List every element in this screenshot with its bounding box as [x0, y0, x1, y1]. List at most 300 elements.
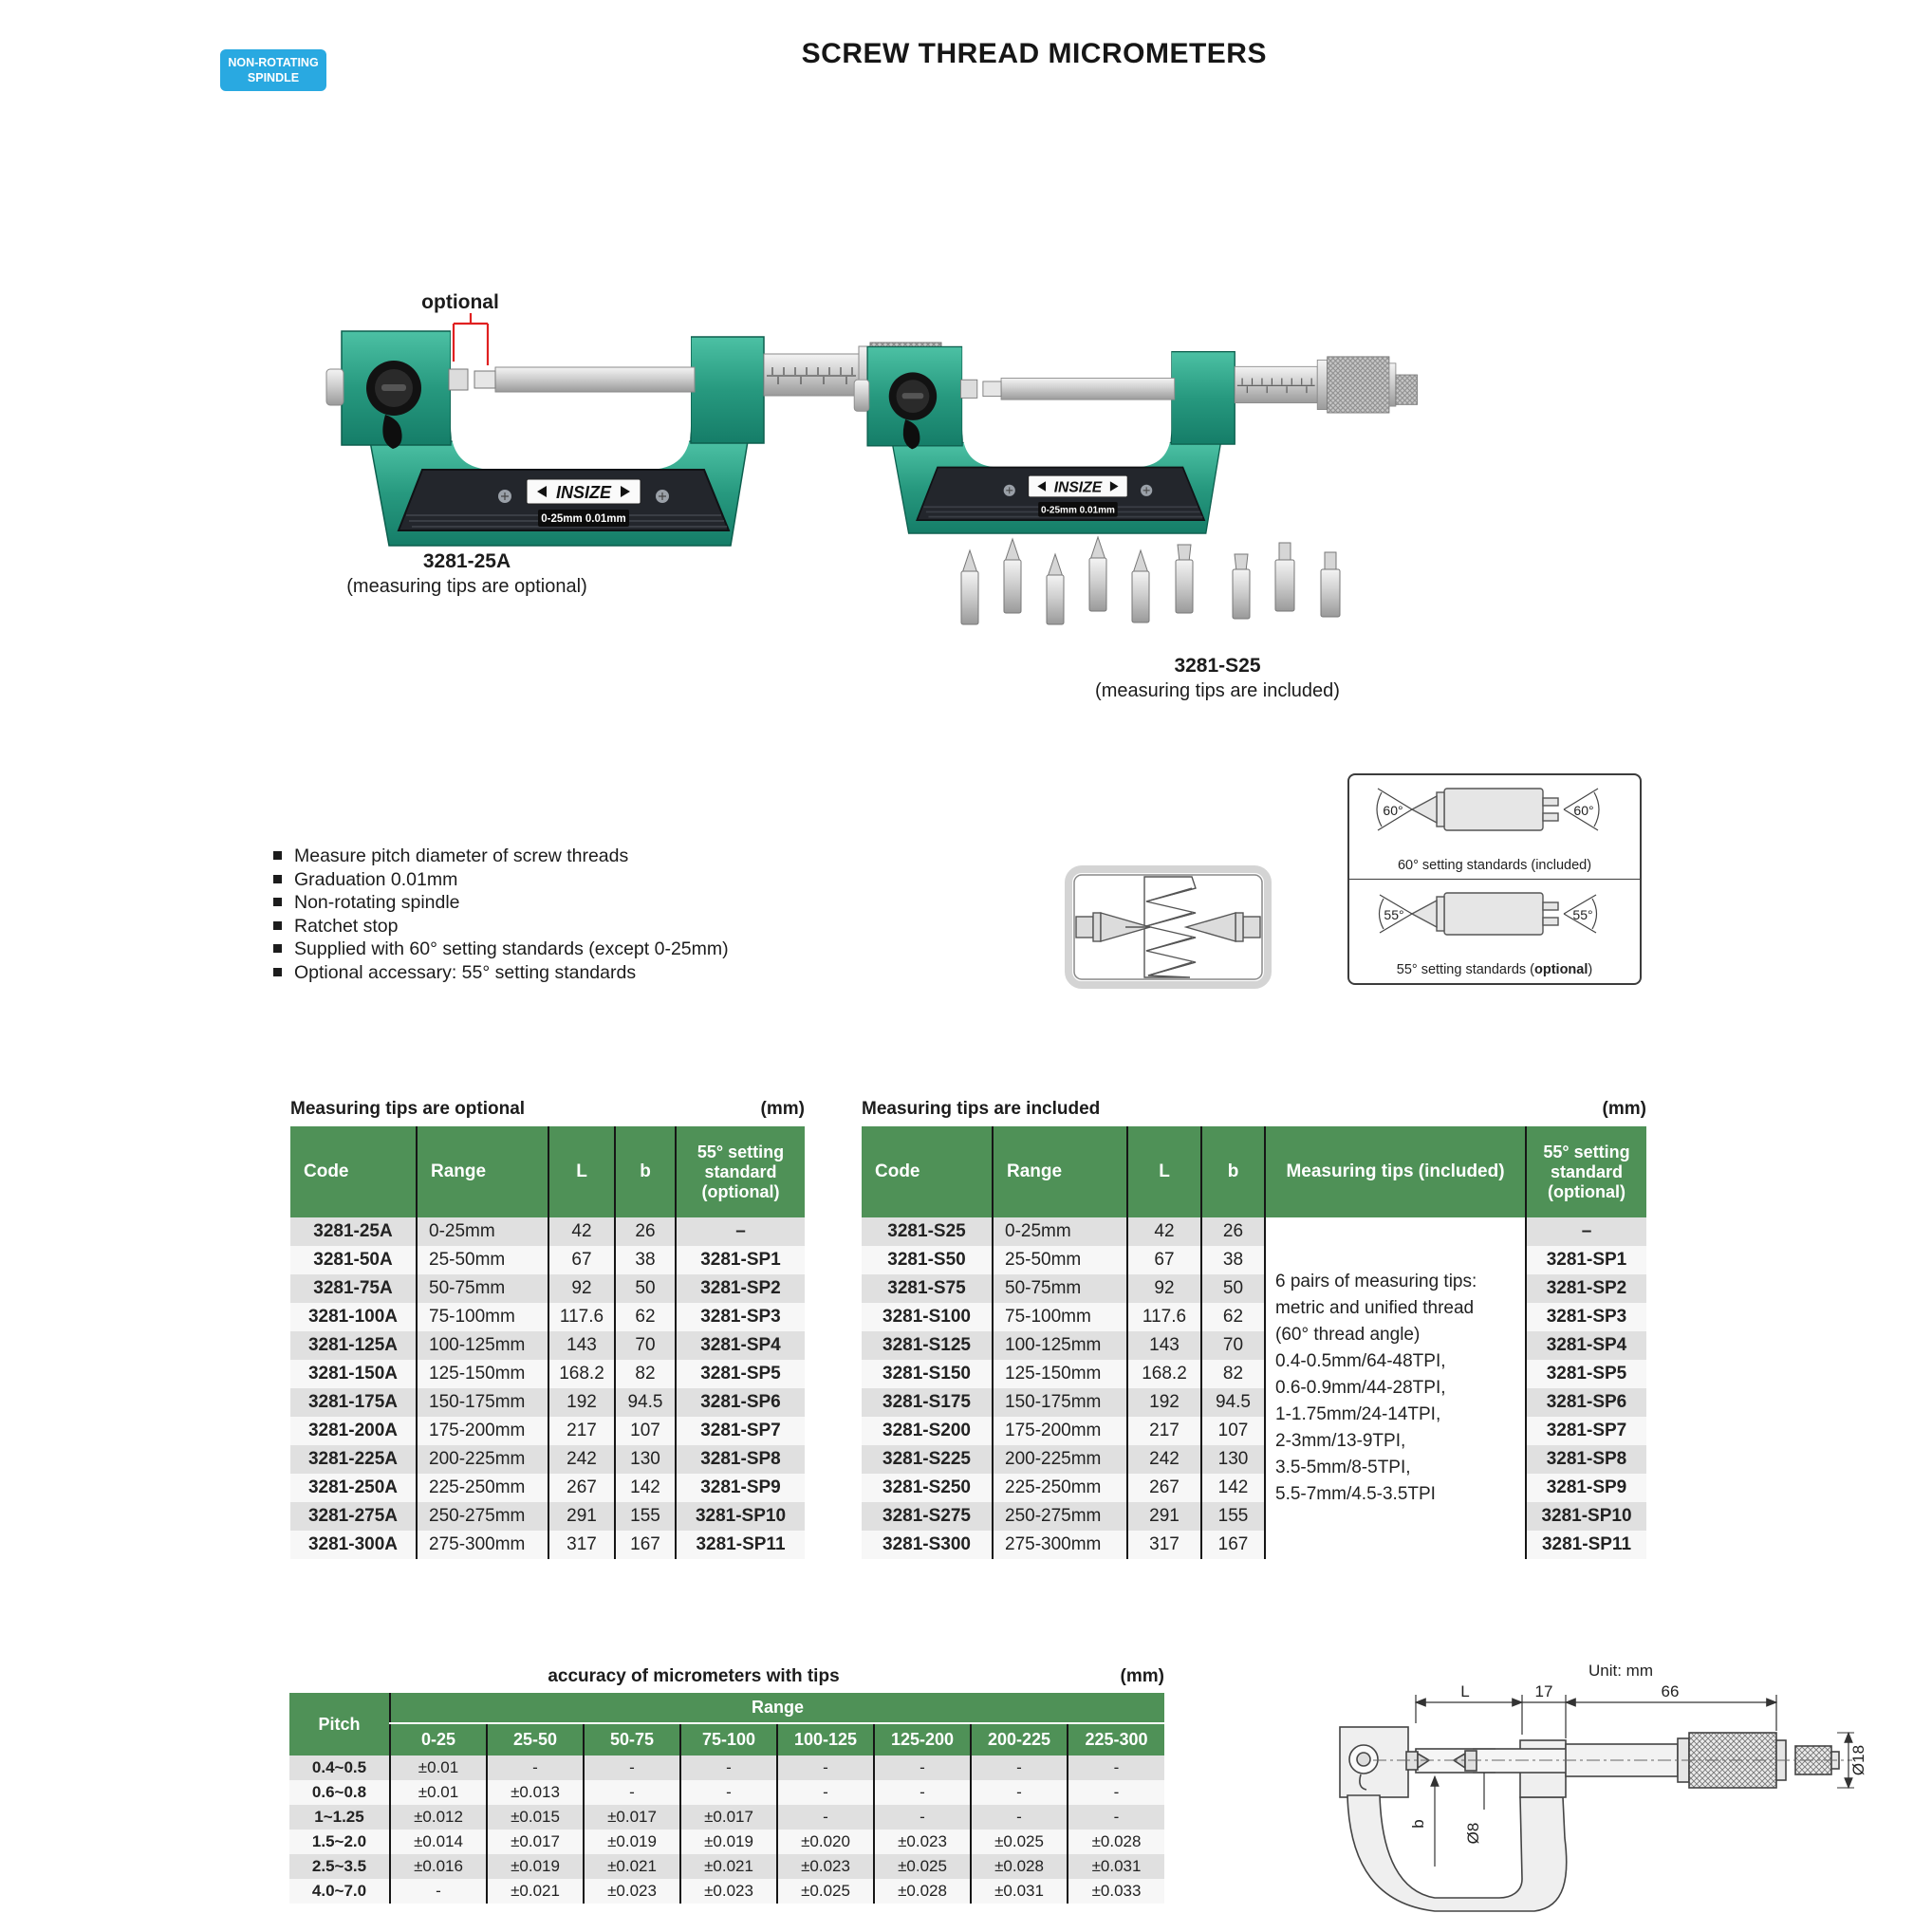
cell-range: 25-50mm: [417, 1246, 548, 1274]
col-header-code: Code: [862, 1126, 993, 1217]
measuring-tips-set: [961, 537, 1340, 624]
cell-accuracy-value: -: [777, 1756, 874, 1780]
cell-accuracy-value: ±0.019: [487, 1854, 584, 1879]
cell-range: 100-125mm: [993, 1331, 1127, 1360]
spec-plate-label: 0-25mm 0.01mm: [1041, 505, 1115, 516]
right-product-code: 3281-S25: [1174, 655, 1261, 677]
cell-code: 3281-S50: [862, 1246, 993, 1274]
feature-item: [273, 845, 881, 868]
cell-code: 3281-S300: [862, 1531, 993, 1559]
cell-b: 26: [615, 1217, 676, 1246]
cell-code: 3281-175A: [290, 1388, 417, 1417]
col-header-range: Range: [417, 1126, 548, 1217]
cell-L: 242: [1127, 1445, 1201, 1474]
cell-b: 50: [615, 1274, 676, 1303]
cell-b: 155: [615, 1502, 676, 1531]
cell-L: 317: [1127, 1531, 1201, 1559]
cell-L: 168.2: [548, 1360, 615, 1388]
pitch-header: Pitch: [289, 1693, 390, 1756]
standard-60-drawing: [1349, 775, 1640, 851]
cell-accuracy-value: ±0.01: [390, 1756, 487, 1780]
cell-accuracy-value: ±0.021: [487, 1879, 584, 1904]
cell-range: 150-175mm: [993, 1388, 1127, 1417]
bullet-square-icon: [273, 851, 282, 860]
cell-accuracy-value: ±0.025: [971, 1830, 1068, 1854]
table-row: [290, 1217, 805, 1246]
cell-range: 125-150mm: [993, 1360, 1127, 1388]
spec-plate-label: 0-25mm 0.01mm: [541, 513, 626, 525]
cell-pitch: 0.6~0.8: [289, 1780, 390, 1805]
cell-accuracy-value: ±0.01: [390, 1780, 487, 1805]
range-col-header: 225-300: [1068, 1723, 1164, 1756]
cell-L: 242: [548, 1445, 615, 1474]
cell-range: 275-300mm: [417, 1531, 548, 1559]
label-suffix: ): [1588, 962, 1593, 977]
cell-accuracy-value: -: [777, 1805, 874, 1830]
cell-pitch: 0.4~0.5: [289, 1756, 390, 1780]
cell-code: 3281-275A: [290, 1502, 417, 1531]
col-header-code: Code: [290, 1126, 417, 1217]
col-header-b: b: [615, 1126, 676, 1217]
cell-L: 117.6: [548, 1303, 615, 1331]
feature-item: [273, 961, 881, 985]
cell-setting-standard: 3281-SP6: [1526, 1388, 1646, 1417]
dim-dia18: Ø18: [1849, 1744, 1867, 1776]
cell-accuracy-value: -: [874, 1780, 971, 1805]
cell-b: 62: [615, 1303, 676, 1331]
table-optional-title: Measuring tips are optional: [290, 1099, 526, 1119]
cell-b: 94.5: [615, 1388, 676, 1417]
table-row: [862, 1246, 1646, 1274]
cell-accuracy-value: ±0.028: [971, 1854, 1068, 1879]
table-row: [862, 1388, 1646, 1417]
feature-item: [273, 938, 881, 961]
cell-accuracy-value: ±0.031: [971, 1879, 1068, 1904]
cell-b: 26: [1201, 1217, 1265, 1246]
cell-L: 168.2: [1127, 1360, 1201, 1388]
cell-setting-standard: 3281-SP9: [1526, 1474, 1646, 1502]
cell-setting-standard: 3281-SP3: [1526, 1303, 1646, 1331]
table-row: [862, 1417, 1646, 1445]
col-header-55: 55° setting standard (optional): [1526, 1126, 1646, 1217]
standards-60-label: 60° setting standards (included): [1397, 858, 1592, 873]
setting-standards-box: [1347, 773, 1642, 985]
cell-setting-standard: 3281-SP6: [676, 1388, 805, 1417]
page-title: SCREW THREAD MICROMETERS: [801, 38, 1267, 69]
dim-17: 17: [1534, 1682, 1553, 1700]
table-row: [290, 1502, 805, 1531]
standards-55-label: [1349, 962, 1640, 977]
cell-code: 3281-125A: [290, 1331, 417, 1360]
col-header-l: L: [1127, 1126, 1201, 1217]
cell-L: 42: [548, 1217, 615, 1246]
base-plate: [399, 470, 729, 530]
cell-setting-standard: 3281-SP3: [676, 1303, 805, 1331]
cell-accuracy-value: ±0.019: [584, 1830, 680, 1854]
table-row: [862, 1274, 1646, 1303]
cell-measuring-tips-description: [1265, 1217, 1526, 1559]
cell-accuracy-value: -: [390, 1879, 487, 1904]
cell-b: 142: [1201, 1474, 1265, 1502]
cell-accuracy-value: ±0.016: [390, 1854, 487, 1879]
cell-b: 167: [1201, 1531, 1265, 1559]
cell-code: 3281-25A: [290, 1217, 417, 1246]
cell-accuracy-value: ±0.014: [390, 1830, 487, 1854]
cell-L: 92: [1127, 1274, 1201, 1303]
cell-L: 192: [548, 1388, 615, 1417]
cell-accuracy-value: ±0.025: [777, 1879, 874, 1904]
standards-55: [1349, 880, 1640, 983]
table-optional: [290, 1126, 805, 1559]
cell-setting-standard: 3281-SP4: [676, 1331, 805, 1360]
cell-accuracy-value: ±0.023: [777, 1854, 874, 1879]
cell-b: 107: [1201, 1417, 1265, 1445]
cell-L: 291: [1127, 1502, 1201, 1531]
cell-accuracy-value: ±0.023: [680, 1879, 777, 1904]
accuracy-row: [289, 1780, 1164, 1805]
cell-pitch: 1.5~2.0: [289, 1830, 390, 1854]
dimension-drawing: [1321, 1653, 1928, 1928]
cell-code: 3281-100A: [290, 1303, 417, 1331]
cell-accuracy-value: -: [487, 1756, 584, 1780]
cell-code: 3281-S225: [862, 1445, 993, 1474]
cell-code: 3281-S175: [862, 1388, 993, 1417]
cell-accuracy-value: -: [874, 1756, 971, 1780]
cell-range: 50-75mm: [417, 1274, 548, 1303]
col-header-b: b: [1201, 1126, 1265, 1217]
cell-range: 175-200mm: [417, 1417, 548, 1445]
accuracy-row: [289, 1879, 1164, 1904]
cell-b: 38: [1201, 1246, 1265, 1274]
cell-setting-standard: 3281-SP11: [676, 1531, 805, 1559]
brand-plate-label: INSIZE: [1053, 479, 1103, 496]
range-col-header: 75-100: [680, 1723, 777, 1756]
cell-accuracy-value: ±0.017: [584, 1805, 680, 1830]
col-header-l: L: [548, 1126, 615, 1217]
range-col-header: 50-75: [584, 1723, 680, 1756]
cell-pitch: 2.5~3.5: [289, 1854, 390, 1879]
cell-accuracy-value: -: [971, 1756, 1068, 1780]
table-row: [290, 1445, 805, 1474]
table-included-title: Measuring tips are included: [862, 1099, 1101, 1119]
range-col-header: 25-50: [487, 1723, 584, 1756]
cell-accuracy-value: -: [874, 1805, 971, 1830]
cell-b: 155: [1201, 1502, 1265, 1531]
table-row: [290, 1303, 805, 1331]
table-row: [862, 1531, 1646, 1559]
accuracy-unit: (mm): [1120, 1666, 1164, 1686]
feature-text: Ratchet stop: [294, 915, 399, 937]
table-row: [290, 1360, 805, 1388]
cell-accuracy-value: ±0.019: [680, 1830, 777, 1854]
feature-text: Non-rotating spindle: [294, 892, 460, 914]
feature-text: Graduation 0.01mm: [294, 868, 458, 890]
cell-L: 291: [548, 1502, 615, 1531]
cell-code: 3281-S100: [862, 1303, 993, 1331]
cell-b: 167: [615, 1531, 676, 1559]
cell-accuracy-value: ±0.015: [487, 1805, 584, 1830]
cell-accuracy-value: ±0.023: [584, 1879, 680, 1904]
cell-code: 3281-S75: [862, 1274, 993, 1303]
cell-b: 70: [615, 1331, 676, 1360]
cell-L: 143: [1127, 1331, 1201, 1360]
cell-code: 3281-S275: [862, 1502, 993, 1531]
cell-accuracy-value: -: [680, 1756, 777, 1780]
cell-accuracy-value: ±0.033: [1068, 1879, 1164, 1904]
cell-accuracy-value: ±0.017: [487, 1830, 584, 1854]
table-optional-unit: (mm): [760, 1099, 805, 1119]
bullet-square-icon: [273, 968, 282, 976]
cell-b: 130: [1201, 1445, 1265, 1474]
cell-pitch: 4.0~7.0: [289, 1879, 390, 1904]
thread-measurement-diagram: [1065, 865, 1272, 989]
cell-range: 75-100mm: [993, 1303, 1127, 1331]
cell-accuracy-value: -: [971, 1780, 1068, 1805]
badge-line1: NON-ROTATING: [228, 55, 319, 69]
cell-range: 50-75mm: [993, 1274, 1127, 1303]
table-row: [862, 1331, 1646, 1360]
angle-label-left: 60°: [1383, 803, 1403, 818]
cell-setting-standard: 3281-SP1: [676, 1246, 805, 1274]
cell-accuracy-value: ±0.031: [1068, 1854, 1164, 1879]
cell-b: 82: [1201, 1360, 1265, 1388]
cell-accuracy-value: -: [777, 1780, 874, 1805]
cell-accuracy-value: -: [584, 1756, 680, 1780]
range-col-header: 0-25: [390, 1723, 487, 1756]
range-col-header: 200-225: [971, 1723, 1068, 1756]
right-product-note: (measuring tips are included): [1095, 680, 1340, 701]
cell-accuracy-value: ±0.025: [874, 1854, 971, 1879]
cell-range: 100-125mm: [417, 1331, 548, 1360]
cell-L: 42: [1127, 1217, 1201, 1246]
table-row: [290, 1388, 805, 1417]
cell-L: 67: [1127, 1246, 1201, 1274]
range-col-header: 100-125: [777, 1723, 874, 1756]
bullet-square-icon: [273, 875, 282, 883]
table-row: [862, 1445, 1646, 1474]
accuracy-row: [289, 1805, 1164, 1830]
label-bold: optional: [1534, 962, 1588, 977]
cell-accuracy-value: -: [584, 1780, 680, 1805]
cell-L: 217: [1127, 1417, 1201, 1445]
cell-accuracy-value: ±0.023: [874, 1830, 971, 1854]
cell-setting-standard: 3281-SP10: [676, 1502, 805, 1531]
cell-accuracy-value: -: [680, 1780, 777, 1805]
cell-accuracy-value: -: [971, 1805, 1068, 1830]
col-header-55: 55° setting standard (optional): [676, 1126, 805, 1217]
cell-L: 67: [548, 1246, 615, 1274]
cell-code: 3281-225A: [290, 1445, 417, 1474]
cell-code: 3281-75A: [290, 1274, 417, 1303]
cell-code: 3281-S200: [862, 1417, 993, 1445]
table-row: [290, 1274, 805, 1303]
cell-range: 175-200mm: [993, 1417, 1127, 1445]
cell-setting-standard: –: [676, 1217, 805, 1246]
cell-L: 267: [1127, 1474, 1201, 1502]
standards-60: [1349, 775, 1640, 880]
cell-setting-standard: 3281-SP1: [1526, 1246, 1646, 1274]
dim-66: 66: [1661, 1682, 1680, 1700]
cell-setting-standard: 3281-SP7: [676, 1417, 805, 1445]
feature-text: Supplied with 60° setting standards (except 0-25mm): [294, 938, 729, 960]
accuracy-row: [289, 1854, 1164, 1879]
cell-accuracy-value: ±0.017: [680, 1805, 777, 1830]
cell-accuracy-value: ±0.012: [390, 1805, 487, 1830]
feature-text: Measure pitch diameter of screw threads: [294, 845, 629, 866]
cell-range: 250-275mm: [993, 1502, 1127, 1531]
accuracy-title: accuracy of micrometers with tips: [548, 1666, 840, 1686]
cell-pitch: 1~1.25: [289, 1805, 390, 1830]
cell-L: 217: [548, 1417, 615, 1445]
cell-b: 130: [615, 1445, 676, 1474]
brand-plate-label: INSIZE: [555, 483, 612, 502]
angle-label-left: 55°: [1384, 907, 1404, 922]
left-product-caption: [277, 550, 657, 598]
cell-range: 125-150mm: [417, 1360, 548, 1388]
cell-code: 3281-S150: [862, 1360, 993, 1388]
cell-code: 3281-250A: [290, 1474, 417, 1502]
cell-L: 192: [1127, 1388, 1201, 1417]
cell-code: 3281-300A: [290, 1531, 417, 1559]
cell-L: 317: [548, 1531, 615, 1559]
micrometer-3281-S25-illustration: [835, 323, 1480, 636]
table-included-section: [862, 1099, 1646, 1559]
cell-setting-standard: 3281-SP9: [676, 1474, 805, 1502]
cell-range: 225-250mm: [993, 1474, 1127, 1502]
cell-accuracy-value: ±0.021: [680, 1854, 777, 1879]
cell-range: 275-300mm: [993, 1531, 1127, 1559]
right-product-caption: [1028, 655, 1407, 702]
cell-range: 250-275mm: [417, 1502, 548, 1531]
cell-accuracy-value: -: [1068, 1780, 1164, 1805]
dimension-lines: [1416, 1695, 1776, 1738]
cell-b: 50: [1201, 1274, 1265, 1303]
cell-setting-standard: 3281-SP2: [1526, 1274, 1646, 1303]
table-optional-section: [290, 1099, 805, 1559]
range-header: Range: [390, 1693, 1164, 1723]
cell-setting-standard: –: [1526, 1217, 1646, 1246]
bullet-square-icon: [273, 898, 282, 906]
cell-accuracy-value: ±0.020: [777, 1830, 874, 1854]
angle-label-right: 55°: [1572, 907, 1593, 922]
accuracy-section: [289, 1666, 1164, 1904]
badge-line2: SPINDLE: [247, 71, 300, 84]
cell-range: 225-250mm: [417, 1474, 548, 1502]
cell-setting-standard: 3281-SP8: [676, 1445, 805, 1474]
unit-label: Unit: mm: [1588, 1662, 1653, 1680]
cell-L: 92: [548, 1274, 615, 1303]
dim-b: b: [1409, 1819, 1427, 1829]
table-row: [862, 1303, 1646, 1331]
table-row: [862, 1474, 1646, 1502]
cell-b: 62: [1201, 1303, 1265, 1331]
cell-range: 200-225mm: [417, 1445, 548, 1474]
cell-range: 0-25mm: [417, 1217, 548, 1246]
angle-label-right: 60°: [1573, 803, 1594, 818]
accuracy-row: [289, 1756, 1164, 1780]
cell-setting-standard: 3281-SP5: [676, 1360, 805, 1388]
range-col-header: 125-200: [874, 1723, 971, 1756]
cell-accuracy-value: ±0.013: [487, 1780, 584, 1805]
cell-range: 25-50mm: [993, 1246, 1127, 1274]
label-prefix: 55° setting standards (: [1396, 962, 1534, 977]
feature-item: [273, 891, 881, 915]
feature-item: [273, 868, 881, 892]
cell-b: 142: [615, 1474, 676, 1502]
table-included-unit: (mm): [1602, 1099, 1646, 1119]
cell-setting-standard: 3281-SP7: [1526, 1417, 1646, 1445]
table-row: [290, 1246, 805, 1274]
micrometer-body: [854, 337, 1417, 533]
feature-text: Optional accessary: 55° setting standards: [294, 961, 637, 983]
cell-setting-standard: 3281-SP8: [1526, 1445, 1646, 1474]
cell-accuracy-value: -: [1068, 1805, 1164, 1830]
cell-accuracy-value: -: [1068, 1756, 1164, 1780]
cell-code: 3281-50A: [290, 1246, 417, 1274]
measuring-tips-and-spindle: [449, 367, 695, 392]
table-row: [290, 1331, 805, 1360]
cell-L: 143: [548, 1331, 615, 1360]
cell-b: 94.5: [1201, 1388, 1265, 1417]
cell-code: 3281-S25: [862, 1217, 993, 1246]
cell-setting-standard: 3281-SP2: [676, 1274, 805, 1303]
cell-accuracy-value: ±0.028: [1068, 1830, 1164, 1854]
bullet-square-icon: [273, 944, 282, 953]
table-row: [862, 1217, 1646, 1246]
accuracy-row: [289, 1830, 1164, 1854]
cell-setting-standard: 3281-SP10: [1526, 1502, 1646, 1531]
standard-55-drawing: [1349, 880, 1640, 956]
dim-L: L: [1460, 1682, 1470, 1700]
table-included: [862, 1126, 1646, 1559]
tips-description-text: 6 pairs of measuring tips: metric and unified thread (60° thread angle) 0.4-0.5mm/64-48TPI, 0.6-0.9mm/44-28TPI, 1-1.75mm/24-14TPI, 2-3mm/13-9TPI, 3.5-5mm/8-5TPI, 5.5-7mm/4.5-3.5TPI: [1275, 1272, 1477, 1504]
table-row: [862, 1360, 1646, 1388]
cell-range: 0-25mm: [993, 1217, 1127, 1246]
col-header-range: Range: [993, 1126, 1127, 1217]
cell-code: 3281-S125: [862, 1331, 993, 1360]
cell-accuracy-value: ±0.028: [874, 1879, 971, 1904]
feature-list: [273, 845, 881, 985]
table-row: [290, 1474, 805, 1502]
optional-label: optional: [421, 291, 499, 313]
cell-b: 107: [615, 1417, 676, 1445]
cell-setting-standard: 3281-SP4: [1526, 1331, 1646, 1360]
left-product-note: (measuring tips are optional): [346, 576, 587, 597]
outline: [1340, 1727, 1839, 1911]
non-rotating-spindle-badge: [220, 49, 326, 91]
table-row: [290, 1417, 805, 1445]
cell-accuracy-value: ±0.021: [584, 1854, 680, 1879]
cell-b: 70: [1201, 1331, 1265, 1360]
dim-dia8: Ø8: [1464, 1822, 1482, 1845]
col-header-tips: Measuring tips (included): [1265, 1126, 1526, 1217]
table-row: [290, 1531, 805, 1559]
cell-code: 3281-150A: [290, 1360, 417, 1388]
feature-item: [273, 915, 881, 938]
accuracy-table: [289, 1693, 1164, 1904]
cell-code: 3281-S250: [862, 1474, 993, 1502]
bullet-square-icon: [273, 921, 282, 930]
cell-b: 38: [615, 1246, 676, 1274]
cell-b: 82: [615, 1360, 676, 1388]
cell-setting-standard: 3281-SP11: [1526, 1531, 1646, 1559]
cell-L: 117.6: [1127, 1303, 1201, 1331]
left-product-code: 3281-25A: [422, 550, 511, 572]
cell-L: 267: [548, 1474, 615, 1502]
cell-range: 150-175mm: [417, 1388, 548, 1417]
cell-code: 3281-200A: [290, 1417, 417, 1445]
table-row: [862, 1502, 1646, 1531]
